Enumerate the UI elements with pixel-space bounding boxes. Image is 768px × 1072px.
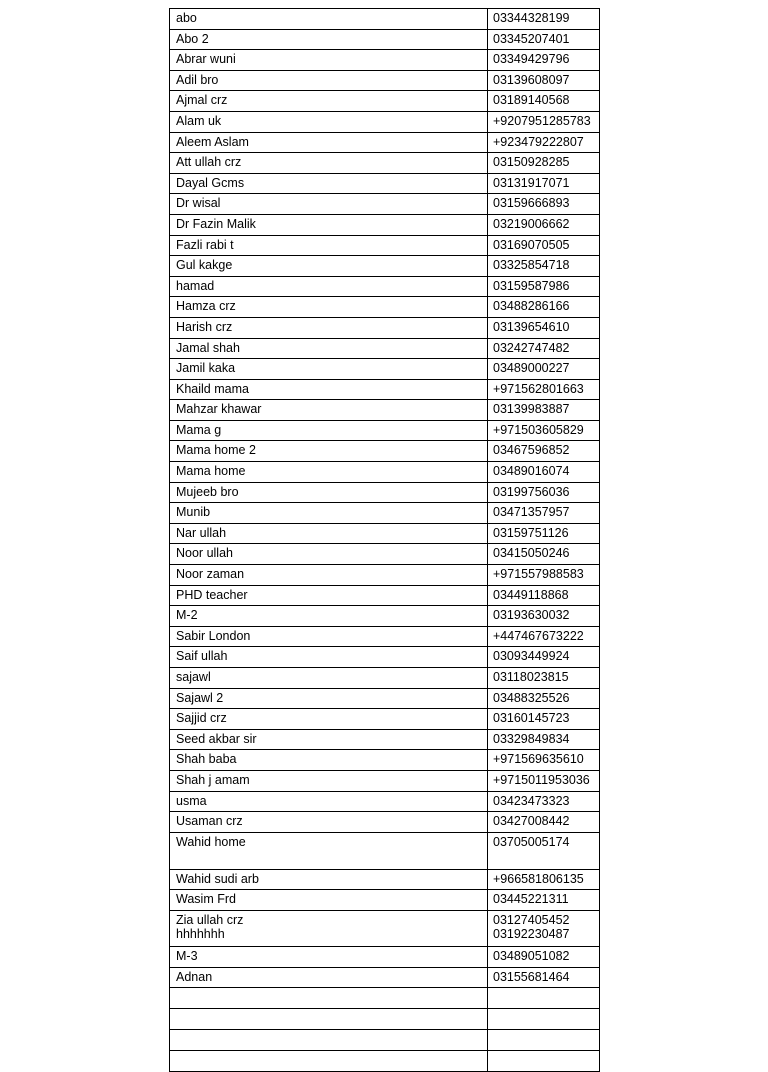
empty-cell bbox=[170, 1009, 488, 1030]
contact-name: Att ullah crz bbox=[170, 153, 488, 174]
contact-name: Abrar wuni bbox=[170, 50, 488, 71]
table-row bbox=[170, 585, 600, 606]
contact-name: Harish crz bbox=[170, 317, 488, 338]
empty-row bbox=[170, 1030, 600, 1051]
contact-name: Shah j amam bbox=[170, 770, 488, 791]
empty-row bbox=[170, 1009, 600, 1030]
table-row bbox=[170, 420, 600, 441]
empty-row bbox=[170, 988, 600, 1009]
table-row bbox=[170, 462, 600, 483]
table-row bbox=[170, 750, 600, 771]
contact-phone: 03131917071 bbox=[488, 173, 600, 194]
contact-name: hhhhhhh bbox=[176, 926, 225, 941]
contact-phone: 03219006662 bbox=[488, 214, 600, 235]
contact-name: Adnan bbox=[170, 967, 488, 988]
contact-name: Munib bbox=[170, 503, 488, 524]
contact-name: Hamza crz bbox=[170, 297, 488, 318]
contact-phone: 03189140568 bbox=[488, 91, 600, 112]
contact-phone: +971557988583 bbox=[488, 565, 600, 586]
contact-phone: 03159751126 bbox=[488, 523, 600, 544]
contact-name: Wasim Frd bbox=[170, 890, 488, 911]
table-row bbox=[170, 111, 600, 132]
table-row bbox=[170, 770, 600, 791]
table-row bbox=[170, 523, 600, 544]
contact-name: Dr wisal bbox=[170, 194, 488, 215]
contact-name: Zia ullah crz bbox=[176, 912, 244, 927]
table-row bbox=[170, 194, 600, 215]
contact-phone: 03242747482 bbox=[488, 338, 600, 359]
contact-phone: 03139608097 bbox=[488, 70, 600, 91]
contact-name: Sabir London bbox=[170, 626, 488, 647]
table-row bbox=[170, 688, 600, 709]
contact-phone: 03150928285 bbox=[488, 153, 600, 174]
table-row bbox=[170, 276, 600, 297]
table-row bbox=[170, 441, 600, 462]
table-row bbox=[170, 9, 600, 30]
contact-name: hamad bbox=[170, 276, 488, 297]
contact-phone: 03449118868 bbox=[488, 585, 600, 606]
contact-phone: 03139654610 bbox=[488, 317, 600, 338]
contact-name: Shah baba bbox=[170, 750, 488, 771]
table-row bbox=[170, 338, 600, 359]
contact-phone-cell bbox=[488, 910, 600, 946]
table-row bbox=[170, 359, 600, 380]
contact-name: Wahid sudi arb bbox=[170, 869, 488, 890]
table-row bbox=[170, 297, 600, 318]
empty-cell bbox=[488, 1030, 600, 1051]
contact-phone: 03159587986 bbox=[488, 276, 600, 297]
contact-phone: 03159666893 bbox=[488, 194, 600, 215]
contact-phone: 03155681464 bbox=[488, 967, 600, 988]
contact-phone: 03488325526 bbox=[488, 688, 600, 709]
table-row bbox=[170, 317, 600, 338]
contact-phone: +9715011953036 bbox=[488, 770, 600, 791]
table-row bbox=[170, 544, 600, 565]
table-row bbox=[170, 173, 600, 194]
contact-name: Sajawl 2 bbox=[170, 688, 488, 709]
contact-phone: 03139983887 bbox=[488, 400, 600, 421]
contact-name: Sajjid crz bbox=[170, 709, 488, 730]
contact-name: M-2 bbox=[170, 606, 488, 627]
contact-phone: 03169070505 bbox=[488, 235, 600, 256]
table-row bbox=[170, 503, 600, 524]
table-row bbox=[170, 132, 600, 153]
table-row bbox=[170, 869, 600, 890]
contact-name: Usaman crz bbox=[170, 812, 488, 833]
table-row bbox=[170, 791, 600, 812]
contact-phone: 03427008442 bbox=[488, 812, 600, 833]
table-row bbox=[170, 812, 600, 833]
contact-phone: 03344328199 bbox=[488, 9, 600, 30]
contact-name: Noor zaman bbox=[170, 565, 488, 586]
contact-name: Nar ullah bbox=[170, 523, 488, 544]
contact-name: Alam uk bbox=[170, 111, 488, 132]
contact-phone: 03329849834 bbox=[488, 729, 600, 750]
contact-phone: 03118023815 bbox=[488, 668, 600, 689]
table-row bbox=[170, 832, 600, 869]
contact-phone: 03349429796 bbox=[488, 50, 600, 71]
table-row bbox=[170, 256, 600, 277]
contact-phone: 03345207401 bbox=[488, 29, 600, 50]
contact-phone: 03160145723 bbox=[488, 709, 600, 730]
contact-name: sajawl bbox=[170, 668, 488, 689]
table-row bbox=[170, 70, 600, 91]
empty-cell bbox=[170, 1051, 488, 1072]
contact-name: Mama home bbox=[170, 462, 488, 483]
contacts-table bbox=[169, 8, 600, 1072]
contact-phone: 03471357957 bbox=[488, 503, 600, 524]
contact-name: usma bbox=[170, 791, 488, 812]
contact-phone: 03423473323 bbox=[488, 791, 600, 812]
contact-name: Noor ullah bbox=[170, 544, 488, 565]
contact-phone: +923479222807 bbox=[488, 132, 600, 153]
contact-name: Jamil kaka bbox=[170, 359, 488, 380]
contact-phone: +971569635610 bbox=[488, 750, 600, 771]
contact-name: PHD teacher bbox=[170, 585, 488, 606]
contact-name: Adil bro bbox=[170, 70, 488, 91]
table-row bbox=[170, 910, 600, 946]
table-row bbox=[170, 91, 600, 112]
contact-name: Wahid home bbox=[170, 832, 488, 869]
table-row bbox=[170, 668, 600, 689]
contact-phone: 03199756036 bbox=[488, 482, 600, 503]
contact-name: Gul kakge bbox=[170, 256, 488, 277]
contact-phone: +9207951285783 bbox=[488, 111, 600, 132]
table-row bbox=[170, 890, 600, 911]
contact-name: Mujeeb bro bbox=[170, 482, 488, 503]
table-row bbox=[170, 482, 600, 503]
table-row bbox=[170, 235, 600, 256]
table-row bbox=[170, 29, 600, 50]
contact-name: Dr Fazin Malik bbox=[170, 214, 488, 235]
contact-name: Dayal Gcms bbox=[170, 173, 488, 194]
empty-cell bbox=[488, 988, 600, 1009]
contact-phone: 03127405452 bbox=[493, 912, 570, 927]
contact-phone: 03488286166 bbox=[488, 297, 600, 318]
contact-name: Abo 2 bbox=[170, 29, 488, 50]
contact-phone: 03489000227 bbox=[488, 359, 600, 380]
contact-phone: 03489051082 bbox=[488, 946, 600, 967]
table-row bbox=[170, 379, 600, 400]
contact-phone: 03093449924 bbox=[488, 647, 600, 668]
contact-phone: +971562801663 bbox=[488, 379, 600, 400]
contact-phone: 03489016074 bbox=[488, 462, 600, 483]
table-row bbox=[170, 647, 600, 668]
empty-cell bbox=[170, 988, 488, 1009]
contact-name: Mahzar khawar bbox=[170, 400, 488, 421]
contact-phone: 03445221311 bbox=[488, 890, 600, 911]
table-row bbox=[170, 709, 600, 730]
table-row bbox=[170, 565, 600, 586]
contact-name: Mama g bbox=[170, 420, 488, 441]
table-row bbox=[170, 626, 600, 647]
table-row bbox=[170, 153, 600, 174]
empty-cell bbox=[488, 1051, 600, 1072]
contact-name: Fazli rabi t bbox=[170, 235, 488, 256]
empty-cell bbox=[170, 1030, 488, 1051]
contact-phone: 03192230487 bbox=[493, 926, 570, 941]
contact-name: Ajmal crz bbox=[170, 91, 488, 112]
contact-phone: +447467673222 bbox=[488, 626, 600, 647]
table-row bbox=[170, 729, 600, 750]
contact-name: Mama home 2 bbox=[170, 441, 488, 462]
table-row bbox=[170, 214, 600, 235]
contact-phone: 03325854718 bbox=[488, 256, 600, 277]
contact-name: Seed akbar sir bbox=[170, 729, 488, 750]
contact-phone: +966581806135 bbox=[488, 869, 600, 890]
contact-name: Aleem Aslam bbox=[170, 132, 488, 153]
contact-phone: +971503605829 bbox=[488, 420, 600, 441]
contact-name-cell bbox=[170, 910, 488, 946]
contact-name: abo bbox=[170, 9, 488, 30]
contact-name: M-3 bbox=[170, 946, 488, 967]
table-row bbox=[170, 400, 600, 421]
contact-phone: 03193630032 bbox=[488, 606, 600, 627]
contact-phone: 03705005174 bbox=[488, 832, 600, 869]
empty-row bbox=[170, 1051, 600, 1072]
empty-cell bbox=[488, 1009, 600, 1030]
table-row bbox=[170, 50, 600, 71]
table-row bbox=[170, 606, 600, 627]
contact-name: Khaild mama bbox=[170, 379, 488, 400]
contact-name: Saif ullah bbox=[170, 647, 488, 668]
table-row bbox=[170, 967, 600, 988]
contact-phone: 03415050246 bbox=[488, 544, 600, 565]
contact-name: Jamal shah bbox=[170, 338, 488, 359]
table-row bbox=[170, 946, 600, 967]
contact-phone: 03467596852 bbox=[488, 441, 600, 462]
